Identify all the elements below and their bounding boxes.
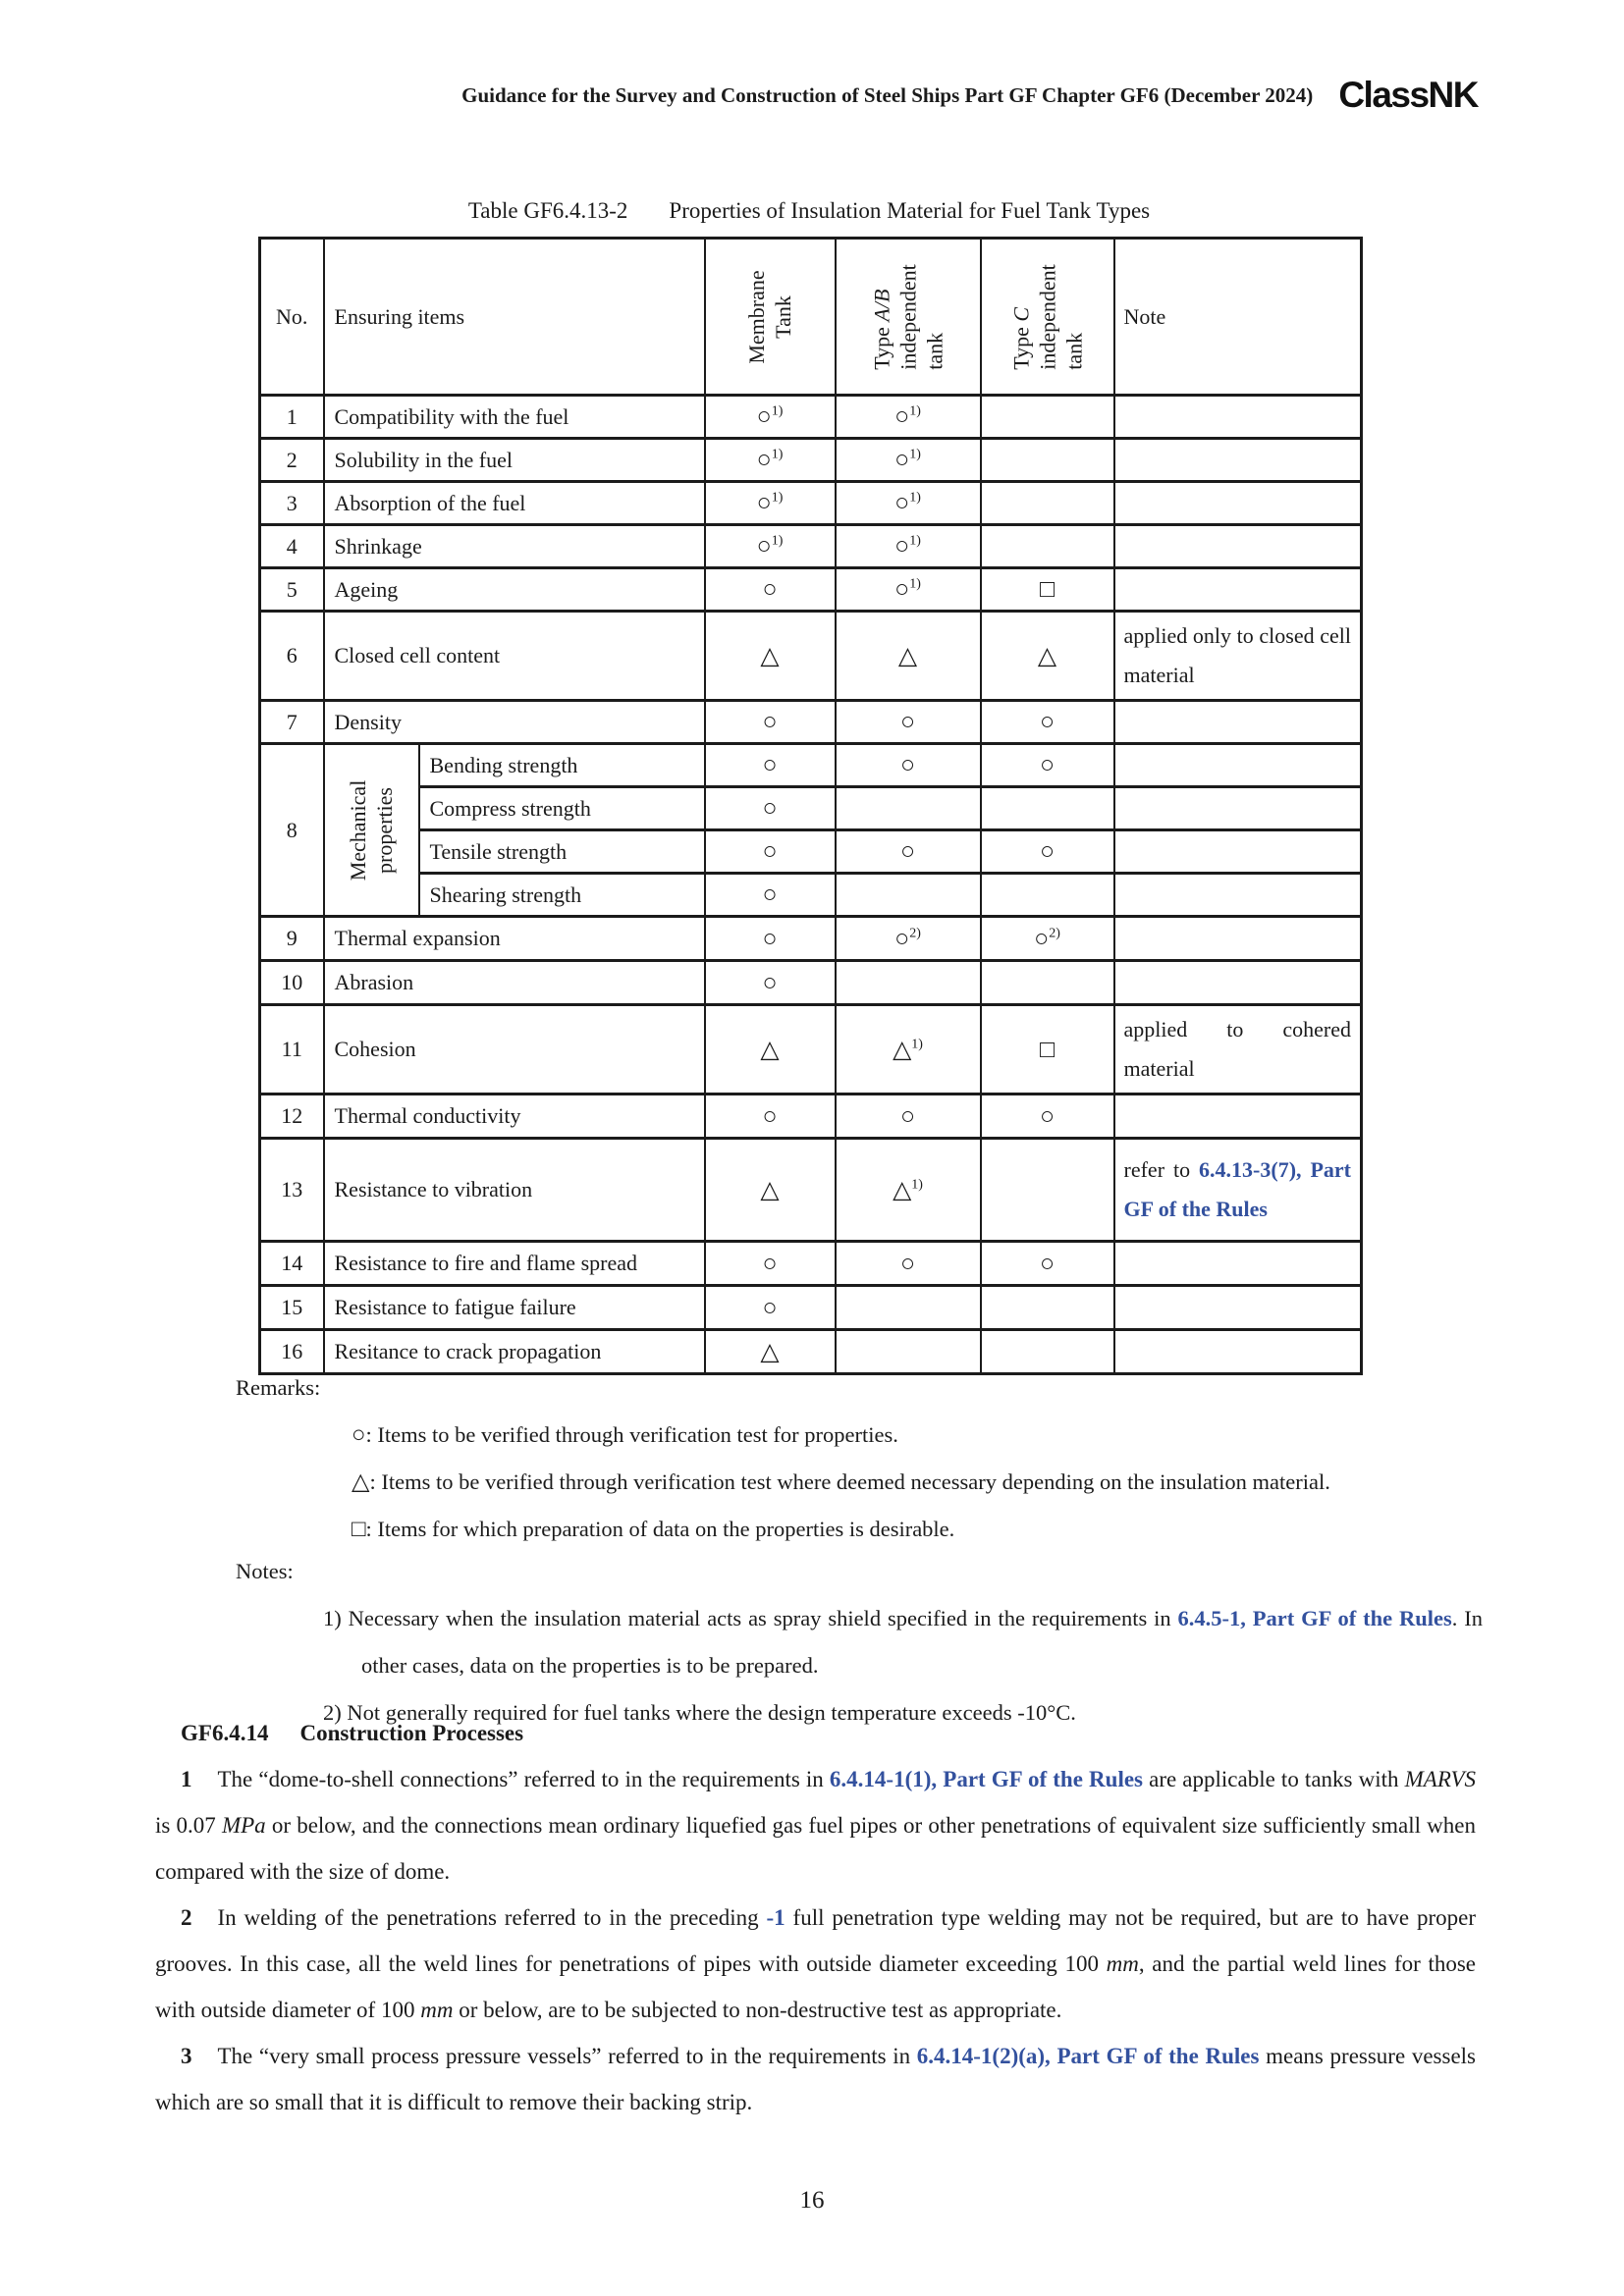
notes-label: Notes: xyxy=(236,1559,294,1583)
table-row: 11 Cohesion △ △$^{1)}$ □ applied to cohered material xyxy=(260,1005,1362,1095)
table-row: Tensile strength ○ ○ ○ xyxy=(260,830,1362,874)
col-header-type-ab-independent-tank: Type A/B independent tank xyxy=(836,239,981,396)
col-header-ensuring-items: Ensuring items xyxy=(324,239,705,396)
note-cell: applied to cohered material xyxy=(1114,1005,1362,1095)
document-title: Guidance for the Survey and Construction of Steel Ships Part GF Chapter GF6 (December 2024) xyxy=(461,82,1314,107)
symbol-cell xyxy=(981,1286,1114,1330)
note-cell xyxy=(1114,1242,1362,1286)
note-cell xyxy=(1114,525,1362,568)
col-header-no: No. xyxy=(260,239,324,396)
table-row: Shearing strength ○ xyxy=(260,874,1362,917)
symbol-cell: ○ xyxy=(981,701,1114,744)
table-row: 5 Ageing ○ ○$^{1)}$ □ xyxy=(260,568,1362,612)
rule-reference-link[interactable]: 6.4.13-3(7), Part GF of the Rules xyxy=(1123,1157,1352,1221)
symbol-cell xyxy=(981,525,1114,568)
table-row: 12 Thermal conductivity ○ ○ ○ xyxy=(260,1095,1362,1139)
symbol-cell: ○ xyxy=(705,744,836,787)
symbol-cell: △ xyxy=(705,612,836,701)
symbol-cell: ○$^{2)}$ xyxy=(981,917,1114,961)
mechanical-properties-label: Mechanical properties xyxy=(324,744,419,917)
table-row: 2 Solubility in the fuel ○$^{1)}$ ○$^{1)}$ xyxy=(260,439,1362,482)
table-caption-label: Table GF6.4.13-2 xyxy=(467,198,628,223)
symbol-cell: □ xyxy=(981,1005,1114,1095)
note-cell xyxy=(1114,787,1362,830)
rule-reference-link[interactable]: 6.4.5-1, Part GF of the Rules xyxy=(1177,1606,1452,1630)
table-row: 14 Resistance to fire and flame spread ○ ○ ○ xyxy=(260,1242,1362,1286)
symbol-cell: △$^{1)}$ xyxy=(836,1139,981,1242)
symbol-cell xyxy=(836,961,981,1005)
symbol-cell: ○ xyxy=(705,787,836,830)
symbol-cell: ○ xyxy=(705,830,836,874)
section-heading: GF6.4.14 Construction Processes xyxy=(181,1721,524,1745)
symbol-cell xyxy=(981,439,1114,482)
note-cell xyxy=(1114,1286,1362,1330)
remark-item: ○: Items to be verified through verification test for properties. xyxy=(352,1422,898,1448)
col-header-membrane-tank: Membrane Tank xyxy=(705,239,836,396)
note-cell: refer to 6.4.13-3(7), Part GF of the Rules xyxy=(1114,1139,1362,1242)
col-header-type-c-independent-tank: Type C independent tank xyxy=(981,239,1114,396)
symbol-cell: ○$^{1)}$ xyxy=(705,396,836,439)
remark-item: △: Items to be verified through verification test where deemed necessary depending on the insulation material. xyxy=(352,1469,1330,1495)
symbol-cell: ○ xyxy=(836,744,981,787)
note-cell xyxy=(1114,482,1362,525)
symbol-cell xyxy=(836,787,981,830)
symbol-cell: △ xyxy=(836,612,981,701)
col-header-note: Note xyxy=(1114,239,1362,396)
symbol-cell xyxy=(981,874,1114,917)
table-row: 4 Shrinkage ○$^{1)}$ ○$^{1)}$ xyxy=(260,525,1362,568)
table-row: 13 Resistance to vibration △ △$^{1)}$ refer to 6.4.13-3(7), Part GF of the Rules xyxy=(260,1139,1362,1242)
note-cell xyxy=(1114,701,1362,744)
classnk-logo: ClassNK xyxy=(1338,75,1478,115)
symbol-cell: ○ xyxy=(705,1286,836,1330)
symbol-cell: ○$^{1)}$ xyxy=(705,439,836,482)
construction-processes-section xyxy=(155,1710,1476,2125)
table-row: 15 Resistance to fatigue failure ○ xyxy=(260,1286,1362,1330)
table-row: 16 Resitance to crack propagation △ xyxy=(260,1330,1362,1374)
symbol-cell: ○$^{1)}$ xyxy=(705,525,836,568)
table-row: 3 Absorption of the fuel ○$^{1)}$ ○$^{1)}$ xyxy=(260,482,1362,525)
symbol-cell: ○ xyxy=(981,1242,1114,1286)
symbol-cell xyxy=(981,787,1114,830)
note-cell xyxy=(1114,568,1362,612)
symbol-cell: ○$^{1)}$ xyxy=(836,568,981,612)
page-number: 16 xyxy=(799,2187,825,2214)
symbol-cell: ○ xyxy=(981,830,1114,874)
symbol-cell: ○ xyxy=(705,874,836,917)
rule-reference-link[interactable]: -1 xyxy=(766,1905,785,1930)
note-cell xyxy=(1114,961,1362,1005)
remarks-label: Remarks: xyxy=(236,1375,321,1400)
symbol-cell: ○$^{2)}$ xyxy=(836,917,981,961)
page-header xyxy=(461,75,1478,116)
circle-symbol: ○ xyxy=(352,1422,366,1448)
table-row: 10 Abrasion ○ xyxy=(260,961,1362,1005)
symbol-cell: ○$^{1)}$ xyxy=(836,439,981,482)
symbol-cell xyxy=(836,874,981,917)
table-row: 6 Closed cell content △ △ △ applied only to closed cell material xyxy=(260,612,1362,701)
note-item-2: 2) Not generally required for fuel tanks where the design temperature exceeds -10°C. xyxy=(323,1700,1076,1725)
symbol-cell: ○ xyxy=(836,1095,981,1139)
note-cell xyxy=(1114,917,1362,961)
table-row: 1 Compatibility with the fuel ○$^{1)}$ ○$^{1)}$ xyxy=(260,396,1362,439)
symbol-cell: □ xyxy=(981,568,1114,612)
note-cell xyxy=(1114,396,1362,439)
symbol-cell: △$^{1)}$ xyxy=(836,1005,981,1095)
rule-reference-link[interactable]: 6.4.14-1(2)(a), Part GF of the Rules xyxy=(916,2044,1260,2068)
symbol-cell: ○ xyxy=(705,1095,836,1139)
remark-item: □: Items for which preparation of data on the properties is desirable. xyxy=(352,1517,955,1542)
symbol-cell xyxy=(981,396,1114,439)
note-cell xyxy=(1114,744,1362,787)
paragraph-1: 1 The “dome-to-shell connections” referred to in the requirements in 6.4.14-1(1), Part GF of the Rules are applicable to tanks with MARVS is 0.07 MPa or below, and the connections mean ordinary liquefied gas fuel pipes or other penetrations of equivalent size sufficiently small when compared with the size of dome. xyxy=(155,1767,1477,1884)
symbol-cell: ○ xyxy=(705,917,836,961)
symbol-cell: ○ xyxy=(981,1095,1114,1139)
symbol-cell: ○$^{1)}$ xyxy=(705,482,836,525)
note-cell: applied only to closed cell material xyxy=(1114,612,1362,701)
table-row: Compress strength ○ xyxy=(260,787,1362,830)
paragraph-3: 3 The “very small process pressure vessels” referred to in the requirements in 6.4.14-1(2)(a), Part GF of the Rules means pressure vessels which are so small that it is difficult to remove their backing strip. xyxy=(155,2044,1476,2114)
insulation-properties-table xyxy=(258,237,1363,1375)
symbol-cell: ○$^{1)}$ xyxy=(836,396,981,439)
table-row-mechanical: 8 Mechanical properties Bending strength ○ ○ ○ xyxy=(260,744,1362,787)
rule-reference-link[interactable]: 6.4.14-1(1), Part GF of the Rules xyxy=(829,1767,1143,1791)
table-row: 7 Density ○ ○ ○ xyxy=(260,701,1362,744)
symbol-cell: ○ xyxy=(705,1242,836,1286)
symbol-cell: ○$^{1)}$ xyxy=(836,482,981,525)
table-caption xyxy=(258,198,1360,224)
symbol-cell: ○$^{1)}$ xyxy=(836,525,981,568)
symbol-cell: △ xyxy=(705,1139,836,1242)
table-row: 9 Thermal expansion ○ ○$^{2)}$ ○$^{2)}$ xyxy=(260,917,1362,961)
symbol-cell: ○ xyxy=(705,568,836,612)
triangle-symbol: △ xyxy=(352,1469,370,1495)
symbol-cell xyxy=(836,1286,981,1330)
symbol-cell xyxy=(981,482,1114,525)
note-cell xyxy=(1114,1095,1362,1139)
symbol-cell xyxy=(981,1139,1114,1242)
symbol-cell: ○ xyxy=(836,830,981,874)
table-caption-title: Properties of Insulation Material for Fuel Tank Types xyxy=(669,198,1151,223)
symbol-cell: ○ xyxy=(705,701,836,744)
note-item-1: 1) Necessary when the insulation material acts as spray shield specified in the requirements in 6.4.5-1, Part GF of the Rules. In other cases, data on the properties is to be prepared. xyxy=(323,1606,1483,1678)
symbol-cell: △ xyxy=(705,1005,836,1095)
symbol-cell: △ xyxy=(981,612,1114,701)
note-cell xyxy=(1114,874,1362,917)
note-cell xyxy=(1114,439,1362,482)
note-cell xyxy=(1114,830,1362,874)
remarks-block xyxy=(236,1364,1502,1553)
symbol-cell: ○ xyxy=(705,961,836,1005)
symbol-cell: △ xyxy=(705,1330,836,1374)
symbol-cell xyxy=(981,961,1114,1005)
square-symbol: □ xyxy=(352,1517,366,1542)
notes-block xyxy=(236,1548,1483,1736)
paragraph-2: 2 In welding of the penetrations referred to in the preceding -1 full penetration type welding may not be required, but are to have proper grooves. In this case, all the weld lines for penetrations of pipes with outside diameter exceeding 100 mm, and the partial weld lines for those with outside diameter of 100 mm or below, are to be subjected to non-destructive test as appropriate. xyxy=(155,1905,1476,2022)
table-header-row xyxy=(260,239,1362,396)
symbol-cell: ○ xyxy=(836,1242,981,1286)
symbol-cell: ○ xyxy=(836,701,981,744)
symbol-cell: ○ xyxy=(981,744,1114,787)
